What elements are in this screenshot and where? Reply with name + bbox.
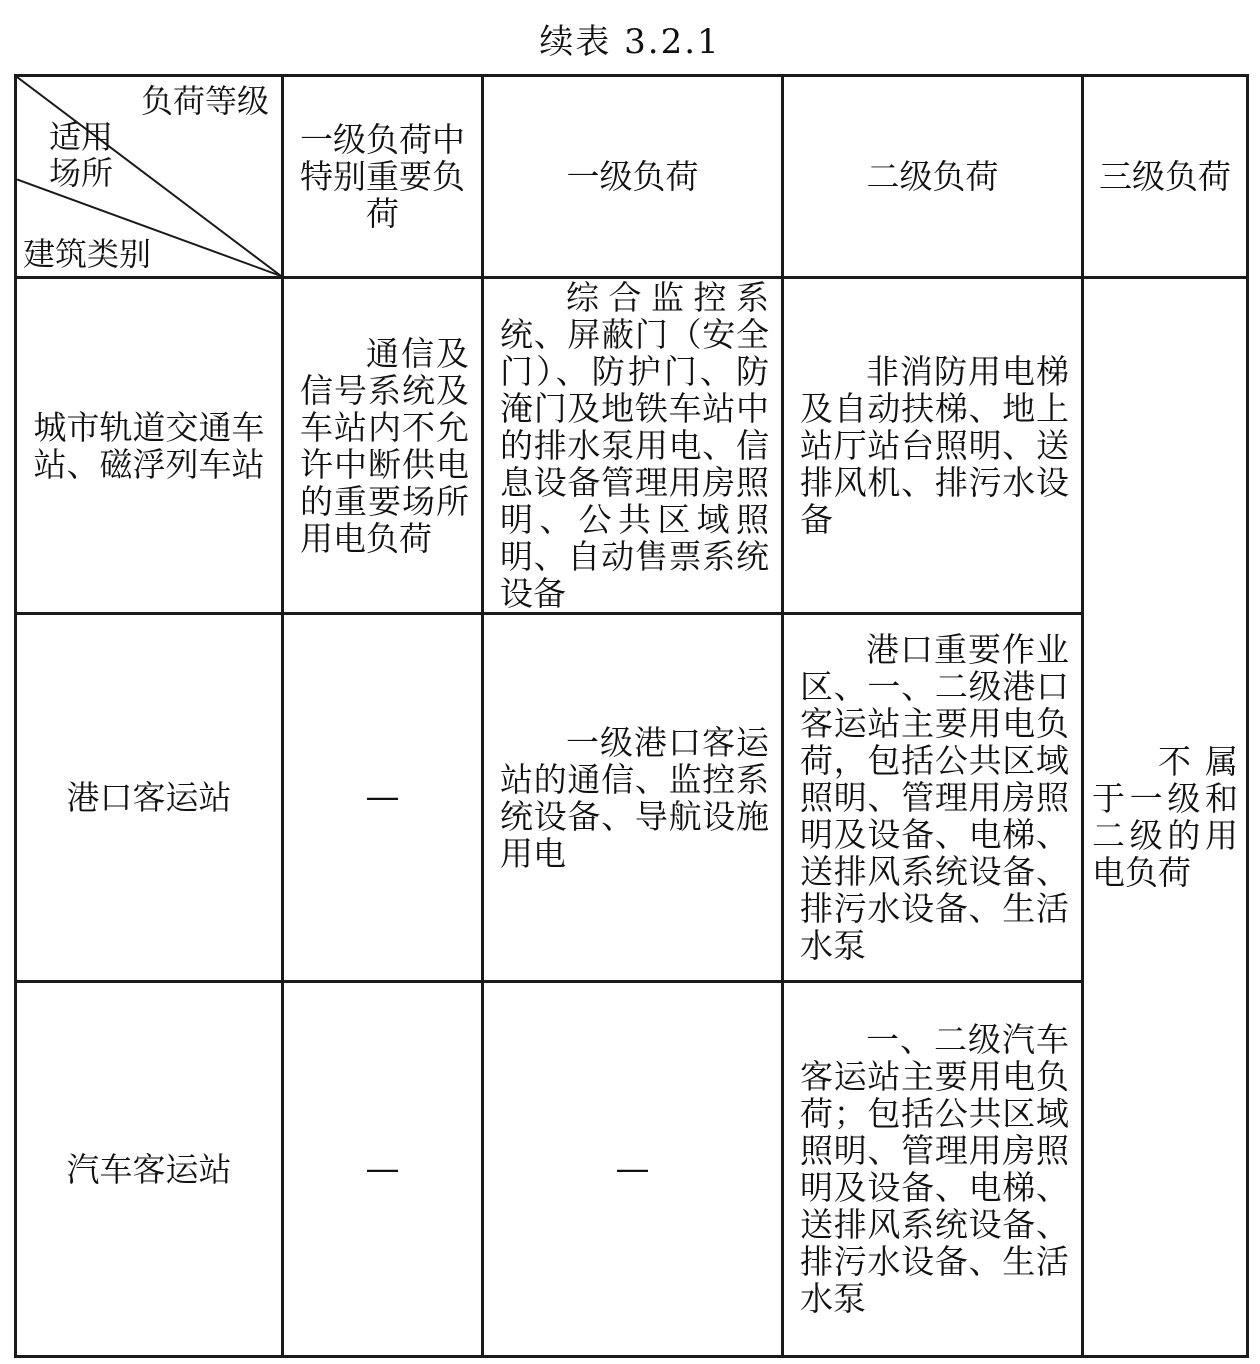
table-row (16, 278, 1248, 614)
second-grade-cell: 非消防用电梯及自动扶梯、地上站厅站台照明、送排风机、排污水设备 (783, 278, 1083, 614)
second-grade-cell: 一、二级汽车客运站主要用电负荷；包括公共区域照明、管理用房照明及设备、电梯、送排风系统设备、排污水设备、生活水泵 (783, 982, 1083, 1357)
header-third-grade: 三级负荷 (1083, 76, 1248, 278)
special-first-grade-cell: — (283, 982, 483, 1357)
table-header-row (16, 76, 1248, 278)
header-second-grade: 二级负荷 (783, 76, 1083, 278)
first-grade-cell: 一级港口客运站的通信、监控系统设备、导航设施用电 (483, 614, 783, 982)
corner-header-cell (16, 76, 283, 278)
special-first-grade-cell: — (283, 614, 483, 982)
building-type-cell: 城市轨道交通车站、磁浮列车站 (16, 278, 283, 614)
building-type-cell: 汽车客运站 (16, 982, 283, 1357)
building-type-cell: 港口客运站 (16, 614, 283, 982)
header-special-first-grade: 一级负荷中特别重要负荷 (283, 76, 483, 278)
second-grade-cell: 港口重要作业区、一、二级港口客运站主要用电负荷，包括公共区域照明、管理用房照明及设备、电梯、送排风系统设备、排污水设备、生活水泵 (783, 614, 1083, 982)
table-caption: 续表 3.2.1 (539, 22, 721, 62)
table-row (16, 982, 1248, 1357)
first-grade-cell: 综合监控系统、屏蔽门（安全门）、防护门、防淹门及地铁车站中的排水泵用电、信息设备管理用房照明、公共区域照明、自动售票系统设备 (483, 278, 783, 614)
corner-load-grade-label: 负荷等级 (140, 82, 269, 120)
load-grade-table (14, 74, 1249, 1358)
corner-place-label: 适用场所 (49, 118, 114, 192)
corner-building-type-label: 建筑类别 (23, 235, 152, 273)
header-first-grade: 一级负荷 (483, 76, 783, 278)
first-grade-cell: — (483, 982, 783, 1357)
table-row (16, 614, 1248, 982)
special-first-grade-cell: 通信及信号系统及车站内不允许中断供电的重要场所用电负荷 (283, 278, 483, 614)
third-grade-merged-cell: 不属于一级和二级的用电负荷 (1083, 278, 1248, 1357)
